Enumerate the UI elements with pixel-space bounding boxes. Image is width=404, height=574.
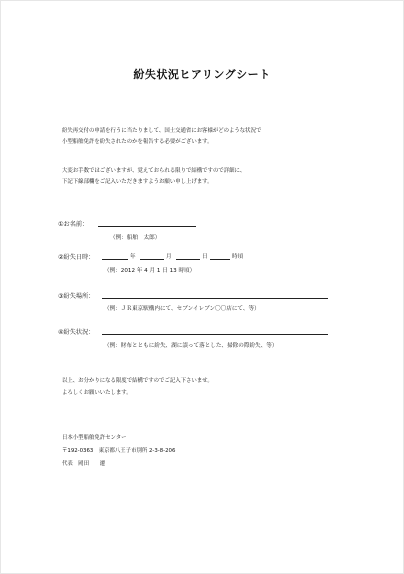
name-field-label: ①お名前：	[58, 221, 89, 228]
situation-input-line[interactable]	[102, 334, 328, 335]
place-input-line[interactable]	[102, 298, 328, 299]
day-unit: 日	[202, 254, 208, 260]
month-input-line[interactable]	[140, 259, 164, 260]
day-input-line[interactable]	[176, 259, 200, 260]
situation-example: （例：財布とともに紛失、湖に誤って落とした、掃除の際紛失、等）	[104, 343, 278, 349]
organization-address: 〒192-0363 東京都八王子市別所 2-3-8-206	[62, 448, 176, 454]
document-title: 紛失状況ヒアリングシート	[133, 68, 271, 81]
situation-field-label: ④紛失状況：	[58, 329, 95, 336]
name-example: （例：船舶 太郎）	[110, 235, 161, 241]
intro-line-1: 紛失再交付の申請を行うに当たりまして、国土交通省にお客様がどのような状況で	[62, 128, 262, 134]
place-field-label: ③紛失場所：	[58, 293, 95, 300]
month-unit: 月	[166, 254, 172, 260]
time-input-line[interactable]	[210, 259, 230, 260]
organization-representative: 代表 岡田 遷	[62, 461, 106, 467]
closing-line-2: よろしくお願いいたします。	[62, 390, 132, 396]
year-input-line[interactable]	[102, 259, 128, 260]
date-example: （例：2012 年 4 月 1 日 13 時頃）	[104, 268, 196, 274]
year-unit: 年	[130, 254, 136, 260]
place-example: （例：ＪＲ東京駅構内にて、セブンイレブン〇〇店にて、等）	[104, 306, 260, 312]
intro-line-4: 下記下線部欄をご記入いただきますようお願い申し上げます。	[62, 179, 213, 185]
name-input-line[interactable]	[98, 226, 196, 227]
closing-line-1: 以上、お分かりになる限度で結構ですのでご記入下さいませ。	[62, 378, 213, 384]
intro-line-3: 大変お手数ではございますが、覚えておられる限りで結構ですので詳細に、	[62, 168, 246, 174]
time-unit: 時頃	[232, 254, 244, 260]
organization-name: 日本小型船舶免許センター	[62, 435, 127, 441]
intro-line-2: 小型船舶免許を紛失されたのかを報告する必要がございます。	[62, 139, 213, 145]
date-field-label: ②紛失日時：	[58, 254, 95, 261]
